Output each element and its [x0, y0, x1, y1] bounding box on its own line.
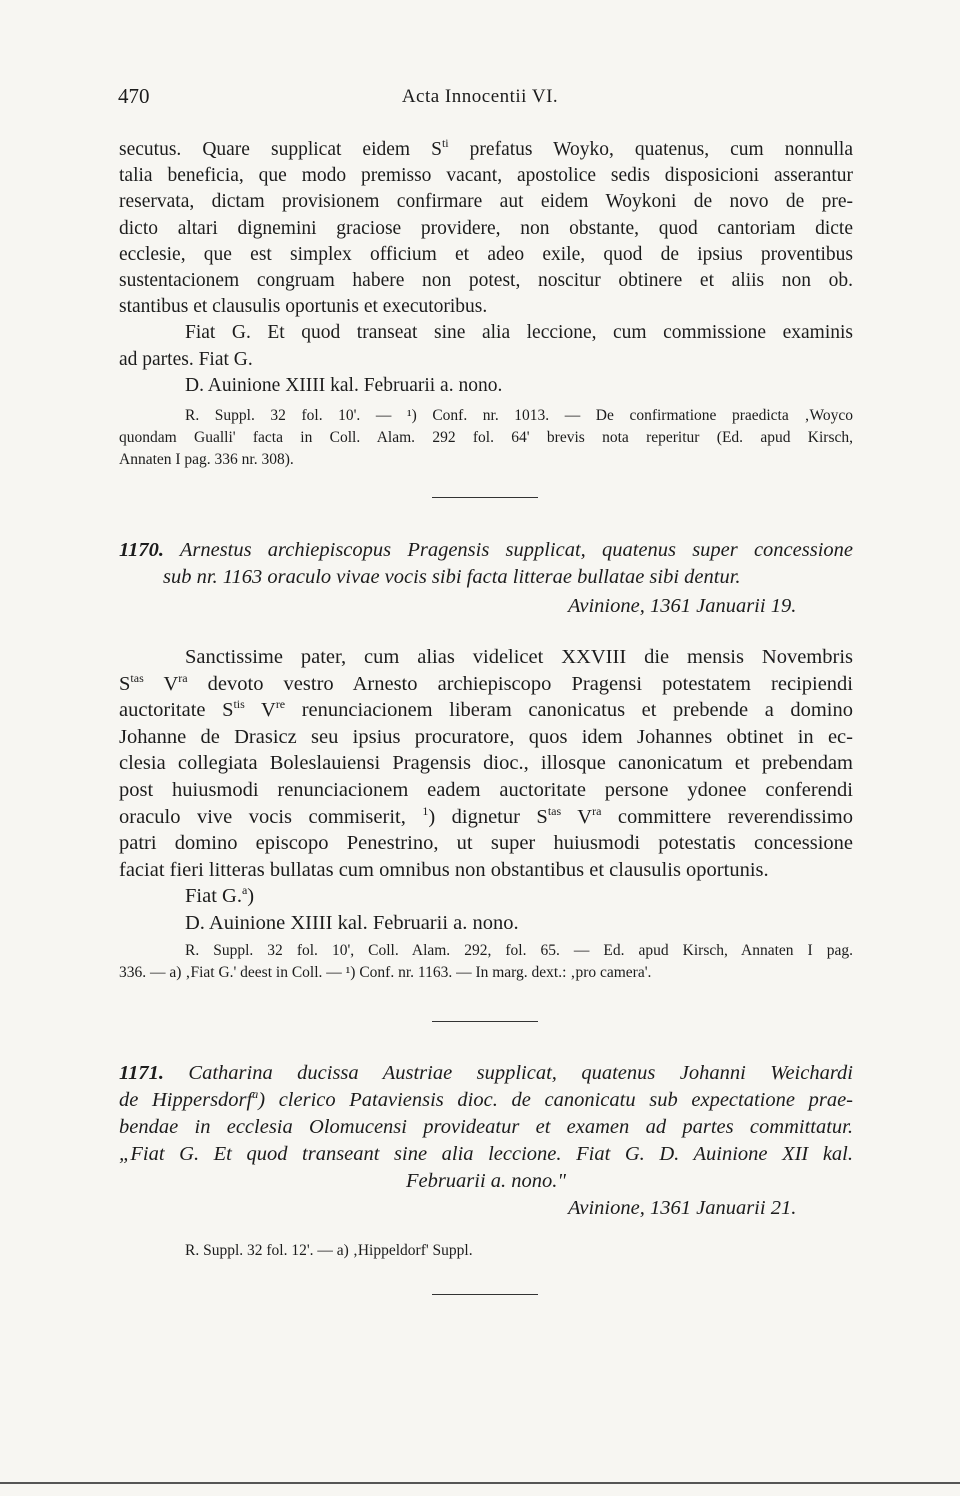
text-line: talia beneficia, que modo premisso vacant, apostolice sedis disposicioni asserantur	[119, 165, 853, 187]
heading-line: bendae in ecclesia Olomucensi provideatur et examen ad partes committatur.	[119, 1116, 853, 1138]
text-line: auctoritate $S^{tis}$ Vre renunciacionem liberam canonicatus et prebende a domino	[119, 697, 853, 722]
note-line: R. Suppl. 32 fol. 12'. — a) ‚Hippeldorf' Suppl.	[185, 1242, 473, 1259]
text-line: stantibus et clausulis oportunis et executoribus.	[119, 296, 488, 318]
page-edge-line	[0, 1482, 960, 1484]
section-divider	[432, 497, 538, 498]
section-divider	[432, 1021, 538, 1022]
fiat-line: Fiat G. Et quod transeat sine alia leccione, cum commissione examinis	[185, 322, 853, 344]
note-line: 336. — a) ‚Fiat G.' deest in Coll. — ¹) Conf. nr. 1163. — In marg. dext.: ‚pro camera'.	[119, 964, 652, 981]
heading-line: 1171. Catharina ducissa Austriae supplicat, quatenus Johanni Weichardi	[119, 1062, 853, 1084]
heading-line: sub nr. 1163 oraculo vivae vocis sibi facta litterae bullatae sibi dentur.	[163, 566, 741, 588]
page-number: 470	[118, 84, 150, 108]
note-line: R. Suppl. 32 fol. 10'. — ¹) Conf. nr. 1013. — De confirmatione praedicta ‚Woyco	[185, 407, 853, 424]
text-line: Johanne de Drasicz seu ipsius procuratore, quos idem Johannes obtinet in ec-	[119, 725, 853, 748]
note-line: quondam Gualli' facta in Coll. Alam. 292 fol. 64' brevis nota reperitur (Ed. apud Kirsch,	[119, 429, 853, 446]
entry-prev-body	[119, 137, 853, 399]
entry-prev-footnote	[119, 405, 853, 471]
date-line: D. Auinione XIIII kal. Februarii a. nono.	[185, 374, 503, 396]
place-date: Avinione, 1361 Januarii 21.	[568, 1197, 797, 1219]
text-line: oraculo vive vocis commiserit, $^1$) dignetur $S^{tas}$ $V^{ra}$ committere reverendissimo	[119, 803, 853, 828]
entry-1171-heading	[119, 1060, 853, 1195]
date-line: D. Auinione XIIII kal. Februarii a. nono.	[185, 911, 519, 934]
entry-1171-footnote	[185, 1240, 785, 1262]
entry-number: 1171.	[119, 1062, 164, 1084]
text-line: clesia collegiata Boleslauiensi Pragensis dioc., illosque canonicatum et prebendam	[119, 752, 853, 775]
note-line: R. Suppl. 32 fol. 10', Coll. Alam. 292, fol. 65. — Ed. apud Kirsch, Annaten I pag.	[185, 942, 853, 959]
text-line: dicto altari dignemini graciose providere, non obstante, quod cantoriam dicte	[119, 217, 853, 239]
heading-line: Februarii a. nono."	[405, 1170, 567, 1192]
entry-1170-body	[119, 644, 853, 937]
entry-1170-heading	[119, 537, 853, 591]
text-line: patri domino episcopo Penestrino, ut super huiusmodi potestatis concessione	[119, 832, 853, 855]
place-date: Avinione, 1361 Januarii 19.	[568, 595, 797, 617]
fiat-line: ad partes. Fiat G.	[119, 348, 253, 370]
heading-line: de Hippersdorf$^a$) clerico Pataviensis dioc. de canonicatu sub expectatione prae-	[119, 1087, 854, 1111]
section-divider	[432, 1294, 538, 1295]
text-line: post huiusmodi renunciacionem eadem auctoritate persone ydonee conferendi	[119, 778, 853, 801]
text-line: ecclesie, que est simplex officium et adeo exile, quod de ipsius proventibus	[119, 243, 853, 265]
fiat-line: Fiat G.$^a$)	[185, 883, 255, 908]
text-line: secutus. Quare supplicat eidem $S^{ti}$ prefatus Woyko, quatenus, cum nonnulla	[119, 136, 853, 160]
heading-line: 1170. Arnestus archiepiscopus Pragensis supplicat, quatenus super concessione	[119, 539, 853, 561]
text-line: faciat fieri litteras bullatas cum omnibus non obstantibus et clausulis oportunis.	[119, 858, 769, 881]
entry-number: 1170.	[119, 539, 164, 561]
entry-1170-footnote	[119, 940, 853, 984]
heading-line: „Fiat G. Et quod transeant sine alia leccione. Fiat G. D. Auinione XII kal.	[119, 1143, 853, 1165]
note-line: Annaten I pag. 336 nr. 308).	[119, 451, 294, 468]
running-title: Acta Innocentii VI.	[401, 86, 559, 107]
text-line: sustentacionem congruam habere non potest, noscitur obtinere et aliis non ob.	[119, 270, 853, 292]
text-line: Sanctissime pater, cum alias videlicet XXVIII die mensis Novembris	[185, 646, 853, 668]
text-line: reservata, dictam provisionem confirmare aut eidem Woykoni de novo de pre-	[119, 191, 853, 213]
text-line: $S^{tas}$ $V^{ra}$ devoto vestro Arnesto archiepiscopo Pragensi potestatem recipiendi	[119, 670, 853, 695]
